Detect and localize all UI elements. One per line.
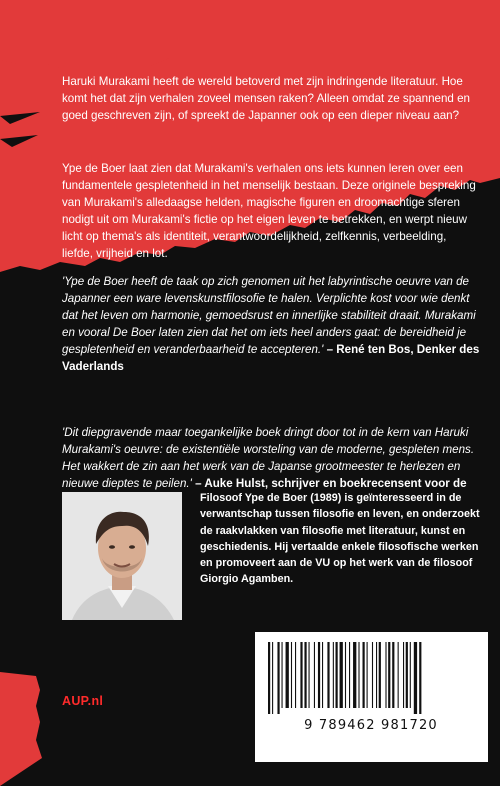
author-bio (200, 490, 485, 588)
body-text: Ype de Boer laat zien dat Murakami's verhalen ons iets kunnen leren over een fundamentele gespletenheid in het menselijk bestaan. Deze originele bespreking van Murakami's alledaagse helden, magische figuren en droomachtige sferen nodigt uit om Murakami's fictie op het eigen leven te betrekken, en werpt nieuw licht op thema's als identiteit, verantwoordelijkheid, zelfkennis, verbeelding, liefde, vrijheid en lot. (62, 162, 476, 260)
author-bio-text: Filosoof Ype de Boer (1989) is geïnteresseerd in de verwantschap tussen filosofie en leven, en onderzoekt de raakvlakken van filosofie met literatuur, kunst en geschiedenis. Hij vertaalde enkele filosofische werken en promoveert aan de VU op het werk van de filosoof Giorgio Agamben. (200, 492, 480, 586)
author-portrait-image (62, 492, 182, 620)
intro-paragraph (62, 73, 480, 124)
author-photo (62, 492, 182, 620)
quote1-text: 'Ype de Boer heeft de taak op zich genomen uit het labyrintische oeuvre van de Japanner een ware levenskunstfilosofie te halen. Verplichte kost voor wie denkt dat het leven om harmonie, gemoedsrust en innerlijke stabiliteit draait. Murakami en vooral De Boer laten zien dat het om iets heel anders gaat: de bereidheid je gespletenheid en veranderbaarheid te accepteren.' (62, 275, 476, 356)
quote1-paragraph (62, 273, 480, 375)
isbn-number: 9 789462 981720 (304, 718, 438, 733)
body-paragraph (62, 160, 480, 262)
quote2-text: 'Dit diepgravende maar toegankelijke boek dringt door tot in de kern van Haruki Murakami's oeuvre: de existentiële worsteling van de moderne, gespleten mens. Het wakkert de zin aan het werk van de Japanse grootmeester te herlezen en nieuwe dieptes te peilen.' (62, 426, 475, 490)
barcode-icon (266, 642, 478, 714)
quote1-author: – René ten Bos, Denker des Vaderlands (62, 343, 480, 373)
quote-rene-ten-bos (62, 273, 480, 375)
publisher-url: AUP.nl (62, 694, 104, 708)
intro-text: Haruki Murakami heeft de wereld betoverd met zijn indringende literatuur. Hoe komt het dat zijn verhalen zoveel mensen raken? Alleen omdat ze spannend en goed geschreven zijn, of spreekt de Japanner ook op een dieper niveau aan? (62, 75, 470, 122)
quote2-author: – Auke Hulst, schrijver en boekrecensent voor de (195, 477, 467, 490)
